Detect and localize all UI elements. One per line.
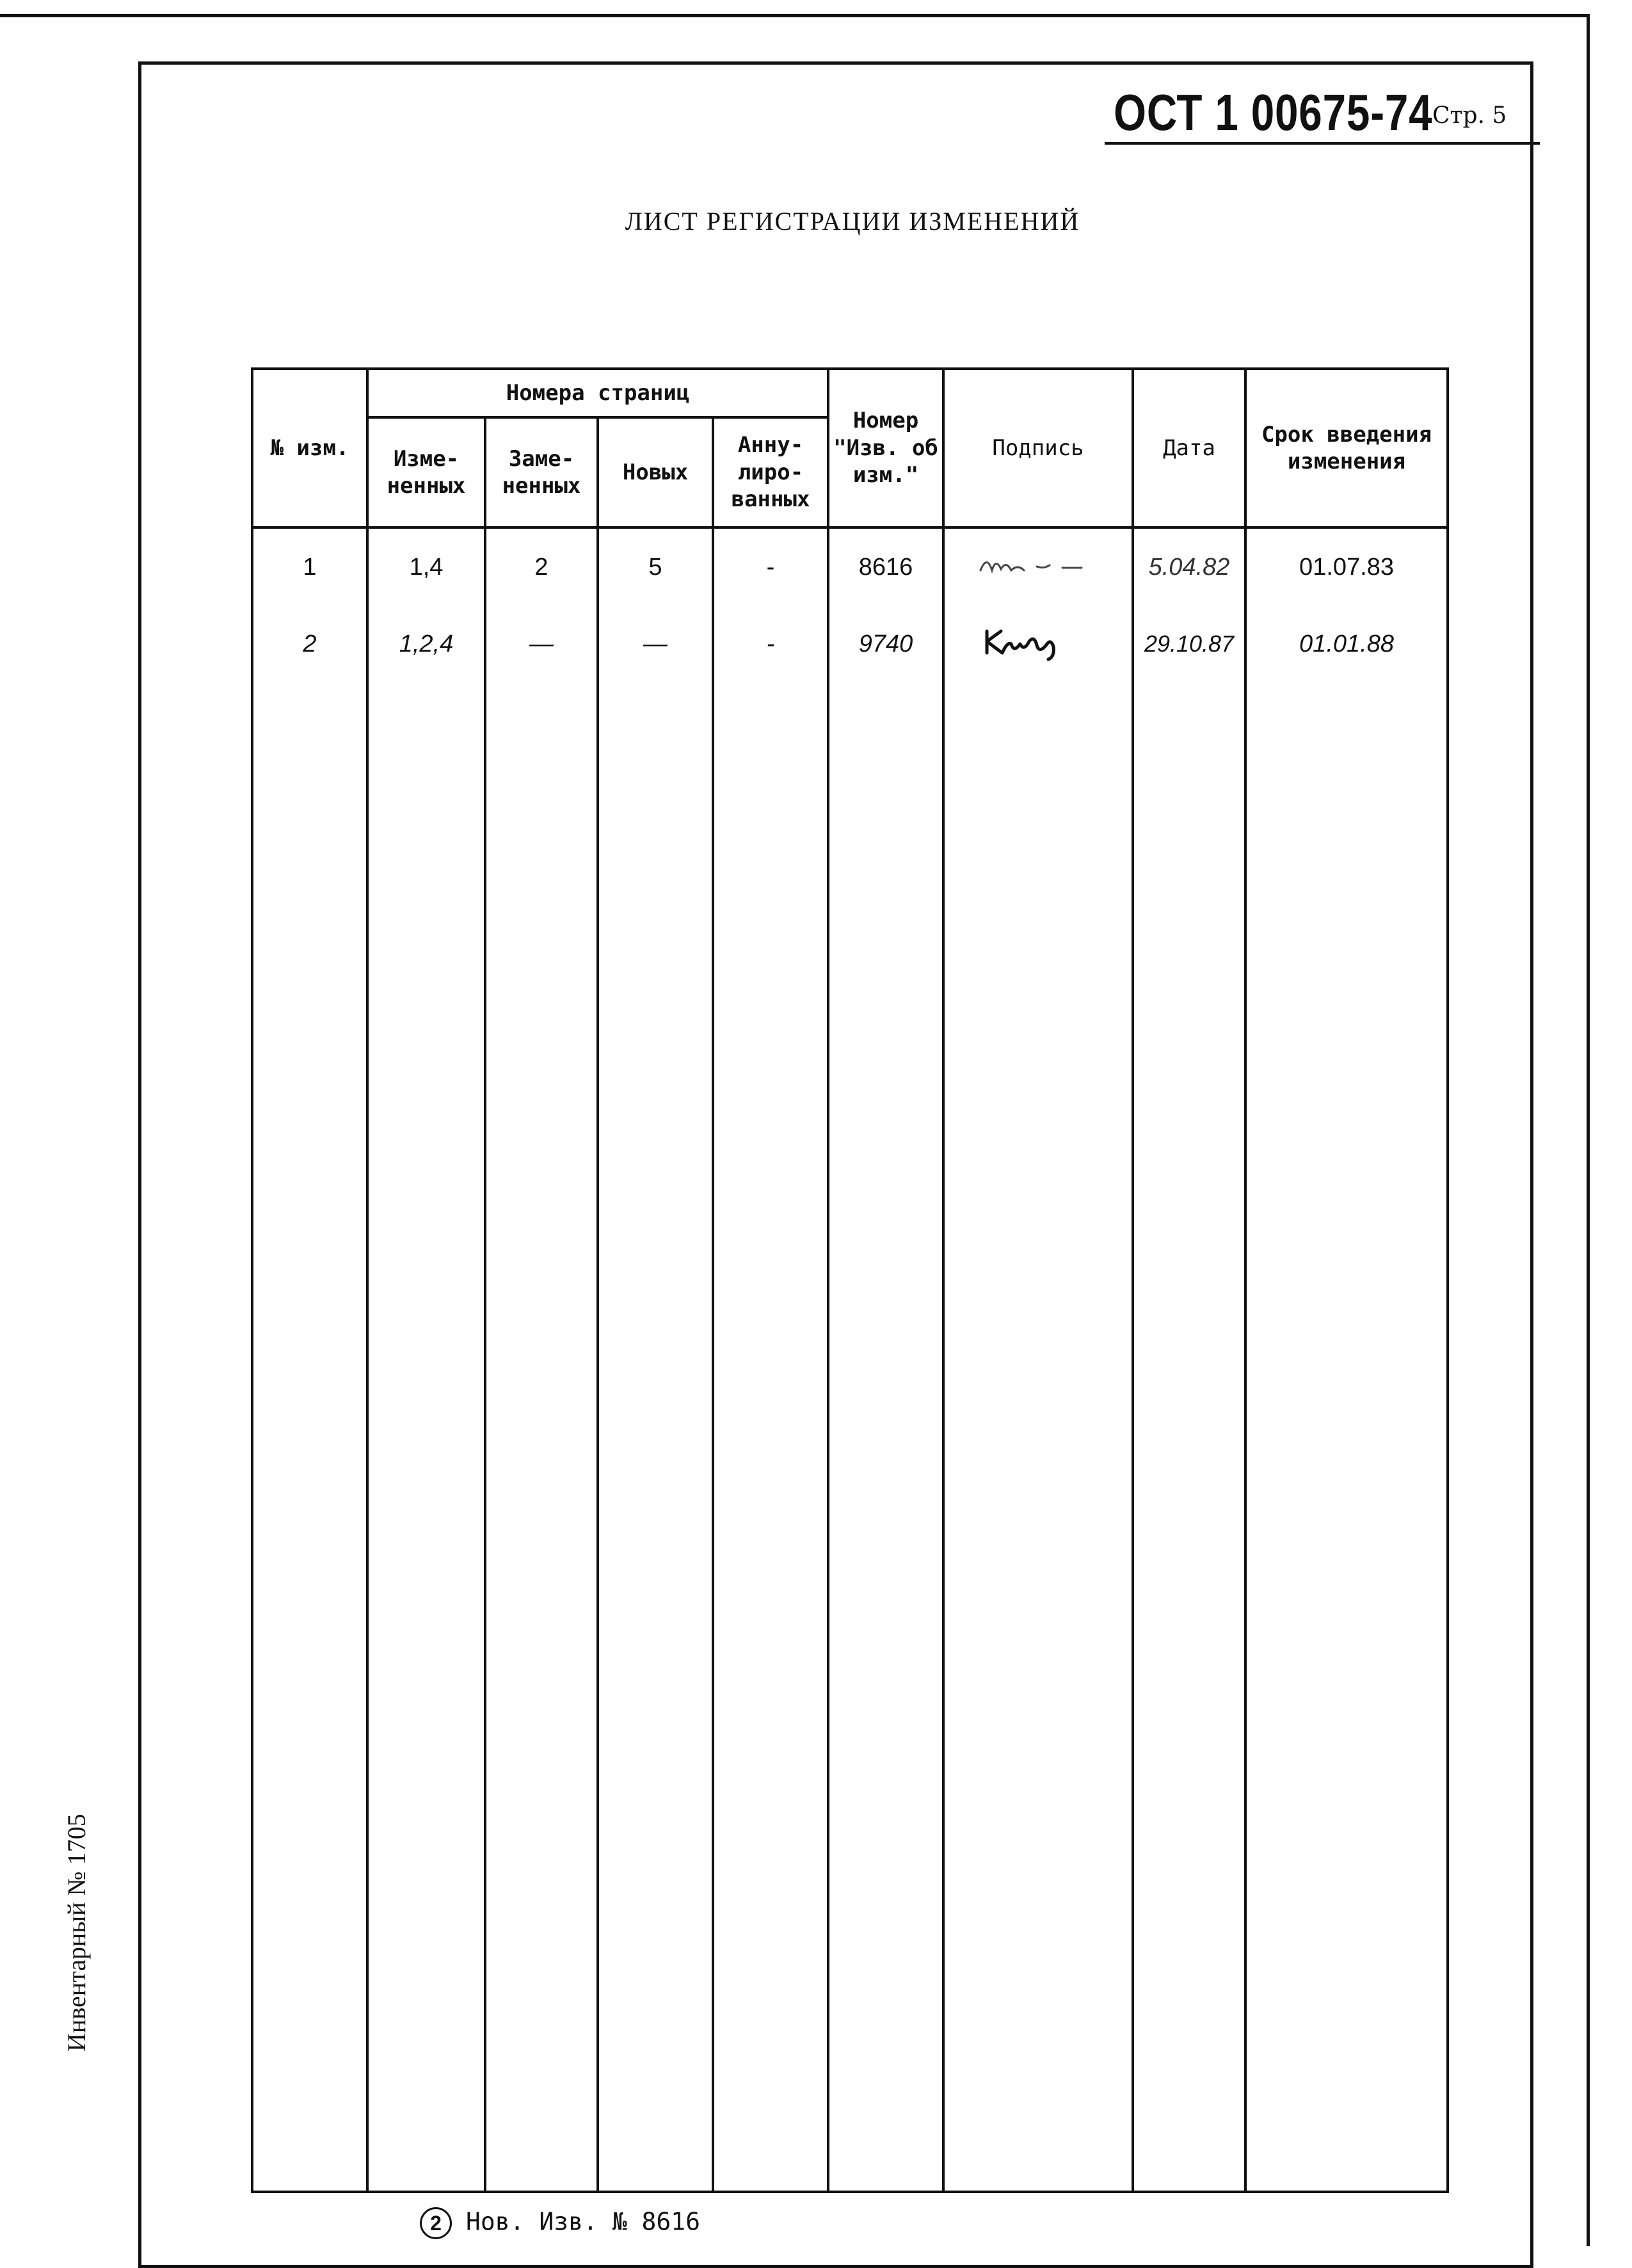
cell-annulled-pages: -: [713, 527, 828, 606]
table-row: [252, 606, 1448, 682]
inventory-number-label: Инвентарный № 1705: [62, 1814, 91, 2052]
empty-cell: [828, 682, 943, 2192]
header-date: Дата: [1133, 369, 1245, 527]
header-new-pages: Новых: [598, 417, 713, 527]
table-empty-area: [252, 682, 1448, 2192]
cell-deadline: 01.01.88: [1245, 606, 1448, 682]
footer-note: [420, 2207, 700, 2239]
empty-cell: [485, 682, 598, 2192]
header-change-number: № изм.: [252, 369, 367, 527]
cell-replaced-pages: —: [485, 606, 598, 682]
footer-notice-text: Нов. Изв. № 8616: [466, 2207, 701, 2236]
cell-deadline: 01.07.83: [1245, 527, 1448, 606]
cell-change-number: 1: [252, 527, 367, 606]
empty-cell: [1133, 682, 1245, 2192]
empty-cell: [943, 682, 1133, 2192]
header-replaced-pages: Заме-ненных: [485, 417, 598, 527]
header-rule: [1105, 142, 1540, 145]
change-registration-table: [251, 367, 1449, 2193]
table-header-row: [252, 369, 1448, 417]
header-changed-pages: Изме-ненных: [367, 417, 485, 527]
empty-cell: [367, 682, 485, 2192]
document-title: ЛИСТ РЕГИСТРАЦИИ ИЗМЕНЕНИЙ: [625, 207, 1080, 236]
table-row: [252, 527, 1448, 606]
header-notice-number: Номер "Изв. об изм.": [828, 369, 943, 527]
page-number: Стр. 5: [1432, 102, 1507, 129]
cell-notice-number: 9740: [828, 606, 943, 682]
cell-notice-number: 8616: [828, 527, 943, 606]
cell-replaced-pages: 2: [485, 527, 598, 606]
header-annulled-pages: Анну-лиро-ванных: [713, 417, 828, 527]
page-right-border: [1587, 14, 1590, 2246]
empty-cell: [598, 682, 713, 2192]
handwritten-signature: [968, 545, 1108, 583]
empty-cell: [1245, 682, 1448, 2192]
handwritten-signature: [961, 618, 1115, 663]
cell-new-pages: 5: [598, 527, 713, 606]
page-top-border: [0, 14, 1588, 17]
cell-changed-pages: 1,4: [367, 527, 485, 606]
header-page-numbers: Номера страниц: [367, 369, 828, 417]
cell-date: 5.04.82: [1133, 527, 1245, 606]
document-code: ОСТ 1 00675-74: [1114, 84, 1433, 141]
cell-signature: [943, 606, 1133, 682]
header-deadline: Срок введения изменения: [1245, 369, 1448, 527]
empty-cell: [252, 682, 367, 2192]
cell-annulled-pages: -: [713, 606, 828, 682]
cell-change-number: 2: [252, 606, 367, 682]
empty-cell: [713, 682, 828, 2192]
cell-date: 29.10.87: [1133, 606, 1245, 682]
cell-new-pages: —: [598, 606, 713, 682]
circled-number: 2: [420, 2207, 452, 2239]
header-signature: Подпись: [943, 369, 1133, 527]
cell-changed-pages: 1,2,4: [367, 606, 485, 682]
cell-signature: [943, 527, 1133, 606]
